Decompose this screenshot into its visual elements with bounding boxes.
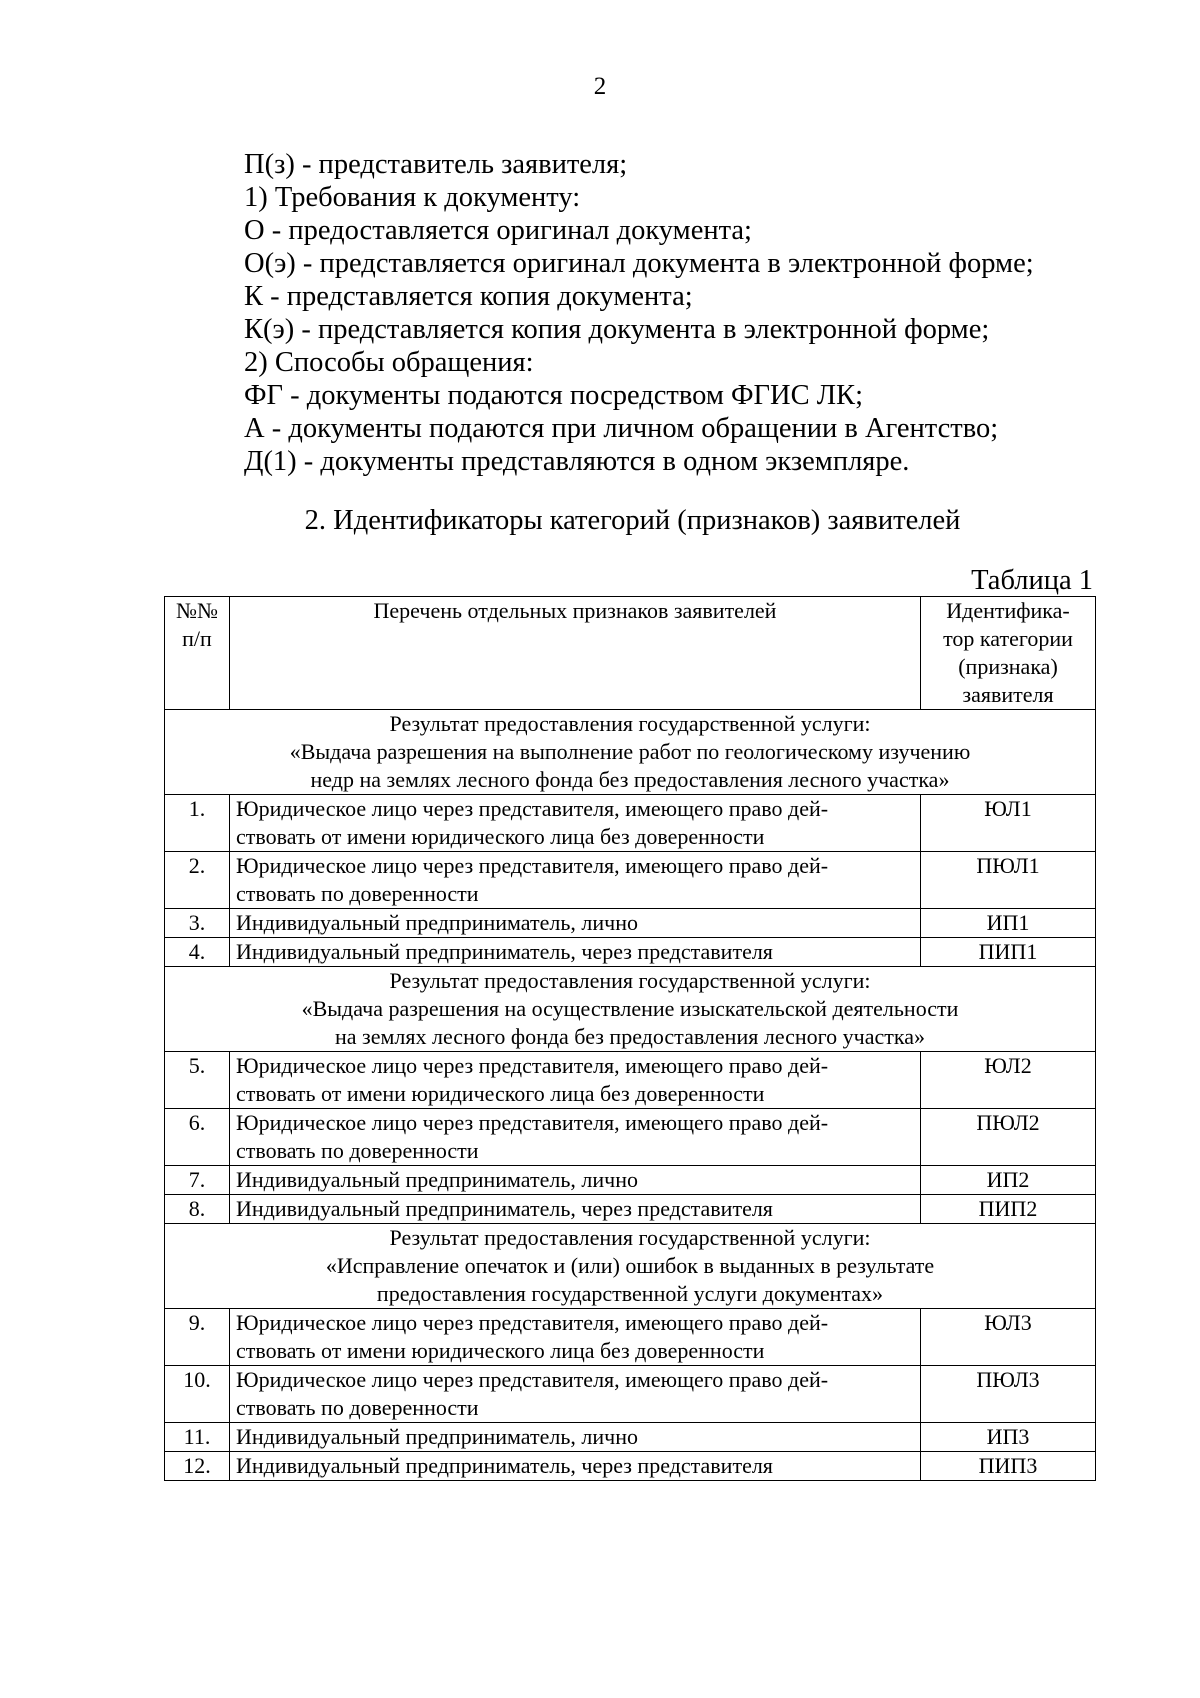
row-description [230, 1452, 921, 1481]
row-number: 1. [165, 795, 230, 852]
row-number: 4. [165, 938, 230, 967]
row-number: 11. [165, 1423, 230, 1452]
legend-line: П(з) - представитель заявителя; [244, 149, 628, 180]
row-identifier: ПЮЛ2 [921, 1109, 1096, 1166]
row-identifier: ПЮЛ1 [921, 852, 1096, 909]
row-description [230, 1195, 921, 1224]
legend-line: О - предоставляется оригинал документа; [244, 215, 752, 246]
row-description-line: Юридическое лицо через представителя, имеющего право дей- [236, 796, 829, 821]
row-number: 3. [165, 909, 230, 938]
legend [244, 148, 1144, 478]
row-identifier: ЮЛ1 [921, 795, 1096, 852]
row-description-line: ствовать по доверенности [236, 1138, 479, 1163]
header-num-line: №№ [176, 598, 218, 623]
row-description [230, 1052, 921, 1109]
legend-line: К(э) - представляется копия документа в электронной форме; [244, 314, 990, 345]
row-identifier: ПИП3 [921, 1452, 1096, 1481]
row-identifier: ПИП2 [921, 1195, 1096, 1224]
group-title [165, 1224, 1096, 1309]
header-num [165, 597, 230, 710]
table-row [165, 1195, 1096, 1224]
table-row [165, 1366, 1096, 1423]
row-description-line: ствовать от имени юридического лица без доверенности [236, 1081, 765, 1106]
row-identifier: ИП3 [921, 1423, 1096, 1452]
header-id-line: тор категории [943, 626, 1073, 651]
legend-line: Д(1) - документы представляются в одном экземпляре. [244, 446, 910, 477]
row-description [230, 1166, 921, 1195]
table-row [165, 1423, 1096, 1452]
group-title [165, 967, 1096, 1052]
table-caption: Таблица 1 [971, 565, 1093, 596]
header-id [921, 597, 1096, 710]
group-title-line: Результат предоставления государственной услуги: [389, 711, 871, 736]
row-description-line: Индивидуальный предприниматель, через представителя [236, 1196, 773, 1221]
row-description [230, 1423, 921, 1452]
row-description-line: Индивидуальный предприниматель, через представителя [236, 1453, 773, 1478]
table-row [165, 852, 1096, 909]
legend-line: А - документы подаются при личном обращении в Агентство; [244, 413, 999, 444]
row-identifier: ПЮЛ3 [921, 1366, 1096, 1423]
row-description [230, 1366, 921, 1423]
legend-line: ФГ - документы подаются посредством ФГИС ЛК; [244, 380, 863, 411]
legend-line: 2) Способы обращения: [244, 347, 534, 378]
row-description-line: ствовать от имени юридического лица без доверенности [236, 824, 765, 849]
group-title-line: «Исправление опечаток и (или) ошибок в выданных в результате [325, 1253, 935, 1278]
row-number: 6. [165, 1109, 230, 1166]
group-title-line: предоставления государственной услуги документах» [376, 1281, 884, 1306]
header-num-line: п/п [182, 626, 212, 651]
row-number: 9. [165, 1309, 230, 1366]
page-number: 2 [593, 73, 607, 100]
row-description [230, 1109, 921, 1166]
group-title [165, 710, 1096, 795]
row-number: 12. [165, 1452, 230, 1481]
group-row [165, 1224, 1096, 1309]
table-row [165, 909, 1096, 938]
header-id-line: Идентифика- [946, 598, 1070, 623]
row-description-line: Юридическое лицо через представителя, имеющего право дей- [236, 853, 829, 878]
row-description-line: Индивидуальный предприниматель, лично [236, 1424, 638, 1449]
row-identifier: ПИП1 [921, 938, 1096, 967]
header-list: Перечень отдельных признаков заявителей [230, 597, 921, 710]
applicant-categories-table [164, 596, 1096, 1481]
row-description-line: Юридическое лицо через представителя, имеющего право дей- [236, 1367, 829, 1392]
table-row [165, 938, 1096, 967]
header-id-line: (признака) [958, 654, 1058, 679]
row-description-line: ствовать по доверенности [236, 1395, 479, 1420]
table-row [165, 1309, 1096, 1366]
group-title-line: Результат предоставления государственной услуги: [389, 968, 871, 993]
table-row [165, 1052, 1096, 1109]
group-title-line: Результат предоставления государственной услуги: [389, 1225, 871, 1250]
row-description-line: Юридическое лицо через представителя, имеющего право дей- [236, 1110, 829, 1135]
row-number: 5. [165, 1052, 230, 1109]
row-description-line: Индивидуальный предприниматель, лично [236, 910, 638, 935]
table-row [165, 1452, 1096, 1481]
row-description [230, 852, 921, 909]
row-description [230, 938, 921, 967]
group-title-line: недр на землях лесного фонда без предоставления лесного участка» [310, 767, 950, 792]
row-identifier: ИП1 [921, 909, 1096, 938]
row-description-line: Индивидуальный предприниматель, лично [236, 1167, 638, 1192]
group-row [165, 967, 1096, 1052]
row-identifier: ИП2 [921, 1166, 1096, 1195]
row-identifier: ЮЛ3 [921, 1309, 1096, 1366]
row-description-line: Индивидуальный предприниматель, через представителя [236, 939, 773, 964]
legend-line: О(э) - представляется оригинал документа в электронной форме; [244, 248, 1034, 279]
group-title-line: «Выдача разрешения на выполнение работ по геологическому изучению [289, 739, 971, 764]
row-description-line: ствовать по доверенности [236, 881, 479, 906]
row-description-line: Юридическое лицо через представителя, имеющего право дей- [236, 1310, 829, 1335]
row-number: 8. [165, 1195, 230, 1224]
row-number: 7. [165, 1166, 230, 1195]
row-description-line: Юридическое лицо через представителя, имеющего право дей- [236, 1053, 829, 1078]
row-number: 2. [165, 852, 230, 909]
row-number: 10. [165, 1366, 230, 1423]
section-heading: 2. Идентификаторы категорий (признаков) заявителей [304, 505, 961, 536]
group-title-line: «Выдача разрешения на осуществление изыскательской деятельности [301, 996, 959, 1021]
group-title-line: на землях лесного фонда без предоставления лесного участка» [335, 1024, 925, 1049]
row-description [230, 1309, 921, 1366]
row-identifier: ЮЛ2 [921, 1052, 1096, 1109]
table-row [165, 795, 1096, 852]
row-description [230, 795, 921, 852]
table-row [165, 1166, 1096, 1195]
header-id-line: заявителя [962, 682, 1054, 707]
table-row [165, 1109, 1096, 1166]
row-description [230, 909, 921, 938]
group-row [165, 710, 1096, 795]
row-description-line: ствовать от имени юридического лица без доверенности [236, 1338, 765, 1363]
table-header-row [165, 597, 1096, 710]
legend-line: К - представляется копия документа; [244, 281, 693, 312]
legend-line: 1) Требования к документу: [244, 182, 581, 213]
